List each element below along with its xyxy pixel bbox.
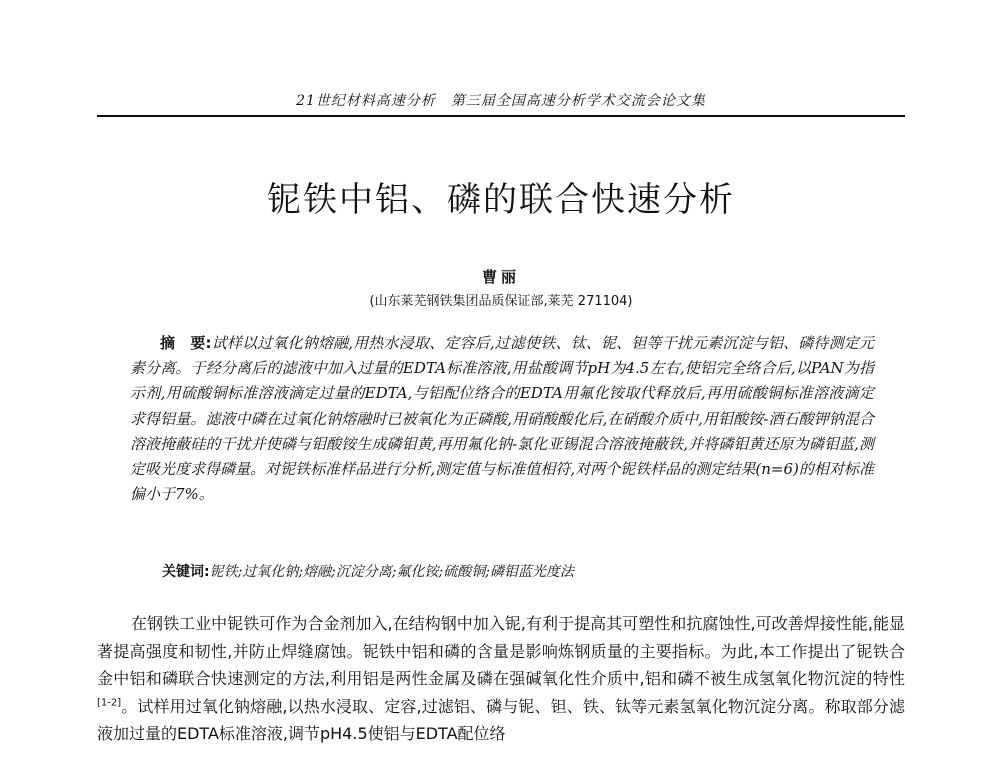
author-affiliation: (山东莱芜钢铁集团品质保证部,莱芜 271104) (369, 294, 633, 309)
abstract-text: 试样以过氧化钠熔融,用热水浸取、定容后,过滤使铁、钛、铌、钽等干扰元素沉淀与铝、磷待测定元素分离。于经分离后的滤液中加入过量的EDTA标准溶液,用盐酸调节pH为4.5左右,使铝完全络合后,以PAN为指示剂,用硫酸铜标准溶液滴定过量的EDTA,与铝配位络合的EDTA用氟化铵取代释放后,再用硫酸铜标准溶液滴定求得铝量。滤液中磷在过氧化钠熔融时已被氧化为正磷酸,用硝酸酸化后,在硝酸介质中,用钼酸铵-酒石酸钾钠混合溶液掩蔽硅的干扰并使磷与钼酸铵生成磷钼黄,再用氟化钠-氯化亚锡混合溶液掩蔽铁,并将磷钼黄还原为磷钼蓝,测定吸光度求得磷量。对铌铁标准样品进行分析,测定值与标准值相符,对两个铌铁样品的测定结果(n=6)的相对标准偏小于7%。 (130, 334, 874, 504)
running-header: 21世纪材料高速分析 第三届全国高速分析学术交流会论文集 (296, 93, 706, 109)
header-rule (97, 115, 905, 117)
abstract-label: 摘 要: (160, 334, 212, 352)
keywords-text: 铌铁;过氧化钠;熔融;沉淀分离;氟化铵;硫酸铜;磷钼蓝光度法 (209, 564, 574, 580)
keywords (162, 561, 874, 581)
article-title: 铌铁中铝、磷的联合快速分析 (267, 180, 735, 220)
body-text-part-2: 。试样用过氧化钠熔融,以热水浸取、定容,过滤铝、磷与铌、钽、铁、钛等元素氢氧化物沉淀分离。称取部分滤液加过量的EDTA标准溶液,调节pH4.5使铝与EDTA配位络 (97, 696, 905, 744)
body-text-part-1: 在钢铁工业中铌铁可作为合金剂加入,在结构钢中加入铌,有利于提高其可塑性和抗腐蚀性,可改善焊接性能,能显著提高强度和韧性,并防止焊缝腐蚀。铌铁中铝和磷的含量是影响炼钢质量的主要指标。为此,本工作提出了铌铁合金中铝和磷联合快速测定的方法,利用铝是两性金属及磷在强碱氧化性介质中,铝和磷不被生成氢氧化物沉淀的特性 (97, 614, 905, 689)
keywords-label: 关键词: (162, 564, 210, 580)
citation-marker: [1-2] (97, 697, 122, 709)
body-paragraph (97, 610, 905, 748)
abstract (130, 331, 874, 507)
author-name: 曹丽 (481, 268, 520, 286)
